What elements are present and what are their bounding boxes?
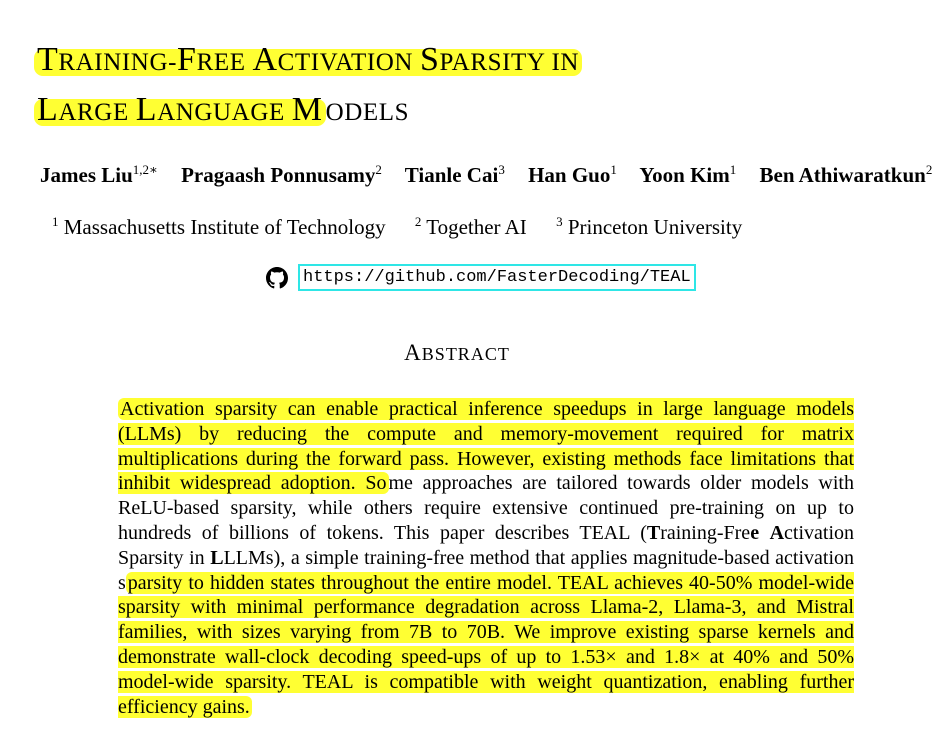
abstract-highlight-1: Activation sparsity can enable practical inference speedups in large language models (LLMs) by reducing the compute and memory-movement required for matrix multiplications during the forward pass. However, existing methods face limitations that inhibit widespread adoption. So bbox=[118, 398, 854, 495]
author: Ben Athiwaratkun$^2$ bbox=[759, 162, 933, 187]
abstract-body: Activation sparsity can enable practical inference speedups in large language models (LLMs) by reducing the compute and memory-movement required for matrix multiplications during the forward pass. However, existing methods face limitations that inhibit widespread adoption. So me approaches are tailored towards older models with ReLU-based sparsity, while others require extensive continued pre-training on up to hundreds of billions of tokens. This paper describes TEAL (Training-Free Activation Sparsity in LLLMs), a simple training-free method that applies magnitude-based activation s parsity to hidden states throughout the entire model. TEAL achieves 40-50% model-wide sparsity with minimal performance degradation across Llama-2, Llama-3, and Mistral families, with sizes varying from 7B to 70B. We improve existing sparse kernels and demonstrate wall-clock decoding speed-ups of up to 1.53× and 1.8× at 40% and 50% model-wide sparsity. TEAL is compatible with weight quantization, enabling further efficiency gains. bbox=[118, 398, 854, 718]
title-highlight-line1: TRAINING-FREE ACTIVATION SPARSITY IN bbox=[34, 49, 582, 76]
title-unhighlighted: ODELS bbox=[325, 99, 410, 126]
affiliation: $^1$ Massachusetts Institute of Technology bbox=[52, 214, 386, 239]
title-highlight-line2: LARGE LANGUAGE M bbox=[34, 99, 326, 126]
author: Han Guo$^1$ bbox=[528, 162, 617, 187]
repo-link-row bbox=[266, 264, 696, 291]
abstract-highlight-2: parsity to hidden states throughout the entire model. TEAL achieves 40-50% model-wide sparsity with minimal performance degradation across Llama-2, Llama-3, and Mistral families, with sizes varying from 7B to 70B. We improve existing sparse kernels and demonstrate wall-clock decoding speed-ups of up to 1.53× and 1.8× at 40% and 50% model-wide sparsity. TEAL is compatible with weight quantization, enabling further efficiency gains. bbox=[118, 571, 854, 718]
author: Pragaash Ponnusamy$^2$ bbox=[181, 162, 382, 187]
affiliation: $^3$ Princeton University bbox=[556, 214, 743, 239]
author: Tianle Cai$^3$ bbox=[404, 162, 505, 187]
author-list bbox=[40, 162, 940, 188]
github-icon bbox=[266, 267, 288, 289]
affiliation: $^2$ Together AI bbox=[414, 214, 527, 239]
abstract-heading: ABSTRACT bbox=[404, 340, 510, 365]
author: Yoon Kim$^1$ bbox=[639, 162, 737, 187]
author: James Liu$^{1,2∗}$ bbox=[40, 162, 158, 187]
repo-link[interactable]: https://github.com/FasterDecoding/TEAL bbox=[298, 264, 696, 291]
paper-title bbox=[34, 36, 794, 136]
affiliation-list bbox=[52, 214, 912, 240]
